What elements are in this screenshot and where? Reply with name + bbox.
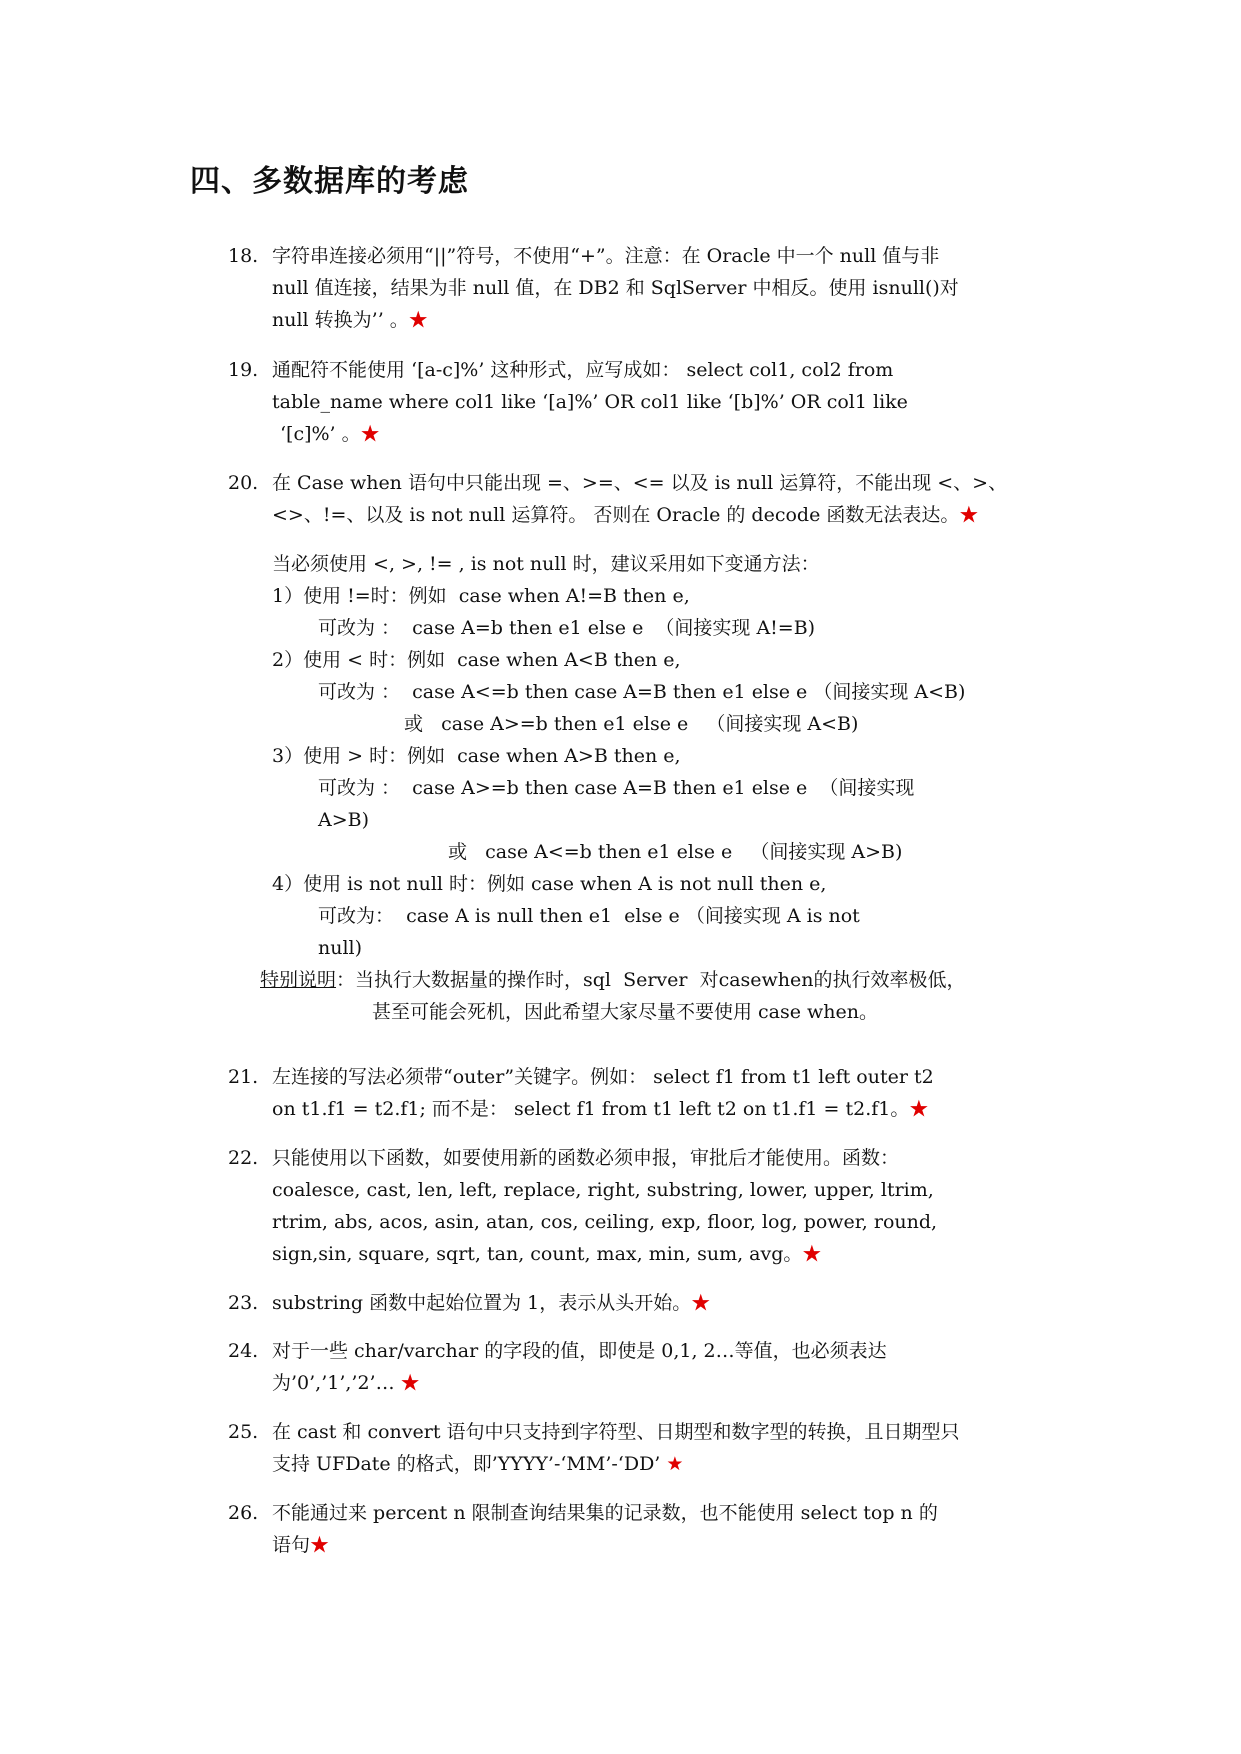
item-text-line: table_name where col1 like ‘[a]%’ OR col1 like ‘[b]%’ OR col1 like <box>272 391 908 413</box>
item-text-line: on t1.f1 = t2.f1; 而不是： select f1 from t1 left t2 on t1.f1 = t2.f1。★ <box>272 1098 929 1120</box>
item-number: 23. <box>228 1292 259 1314</box>
item-text-line: 为’0’,’1’,’2’… ★ <box>272 1372 420 1394</box>
item-text-line: null 转换为’’ 。★ <box>272 309 428 331</box>
star-icon: ★ <box>802 1243 822 1265</box>
item-number: 26. <box>228 1502 259 1524</box>
item-text-line: 只能使用以下函数，如要使用新的函数必须申报，审批后才能使用。函数： <box>272 1147 900 1169</box>
case-line: 1）使用 !=时：例如 case when A!=B then e, <box>272 585 690 607</box>
case-intro: 当必须使用 <, >, != , is not null 时，建议采用如下变通方法： <box>272 553 820 575</box>
item-text-line: null 值连接，结果为非 null 值，在 DB2 和 SqlServer 中相反。使用 isnull()对 <box>272 277 959 299</box>
item-text-line: <>、!=、以及 is not null 运算符。 否则在 Oracle 的 decode 函数无法表达。★ <box>272 504 979 526</box>
star-icon: ★ <box>360 423 380 445</box>
case-line: 或 case A>=b then e1 else e （间接实现 A<B) <box>404 713 859 735</box>
case-line: 2）使用 < 时：例如 case when A<B then e, <box>272 649 681 671</box>
item-number: 21. <box>228 1066 259 1088</box>
item-number: 19. <box>228 359 259 381</box>
star-icon: ★ <box>959 504 979 526</box>
case-line: 可改为 ： case A=b then e1 else e （间接实现 A!=B) <box>318 617 816 639</box>
star-icon: ★ <box>400 1372 420 1394</box>
item-text-line: coalesce, cast, len, left, replace, right, substring, lower, upper, ltrim, <box>272 1179 934 1201</box>
case-line: 4）使用 is not null 时：例如 case when A is not null then e, <box>272 873 827 895</box>
star-icon: ★ <box>408 309 428 331</box>
item-number: 20. <box>228 472 259 494</box>
item-text-line: 不能通过来 percent n 限制查询结果集的记录数，也不能使用 select top n 的 <box>272 1502 938 1524</box>
item-text-line: ‘[c]%’ 。★ <box>280 423 380 445</box>
star-icon: ★ <box>310 1534 330 1556</box>
item-text-line: 通配符不能使用 ‘[a-c]%’ 这种形式，应写成如： select col1, col2 from <box>272 359 894 381</box>
item-text-line: 字符串连接必须用“||”符号，不使用“+”。注意：在 Oracle 中一个 null 值与非 <box>272 245 940 267</box>
case-line: 可改为 ： case A<=b then case A=B then e1 else e （间接实现 A<B) <box>318 681 966 703</box>
special-note-label: 特别说明 <box>260 969 337 991</box>
case-line: 可改为 ： case A>=b then case A=B then e1 else e （间接实现 <box>318 777 915 799</box>
case-line: 3）使用 > 时：例如 case when A>B then e, <box>272 745 681 767</box>
case-line: 或 case A<=b then e1 else e （间接实现 A>B) <box>448 841 903 863</box>
section-heading: 四、多数据库的考虑 <box>190 164 469 199</box>
item-text-line: 对于一些 char/varchar 的字段的值，即使是 0,1, 2…等值，也必须表达 <box>272 1340 887 1362</box>
star-icon: ★ <box>691 1292 711 1314</box>
star-icon: ★ <box>666 1453 684 1475</box>
special-note-line: 甚至可能会死机，因此希望大家尽量不要使用 case when。 <box>372 1001 879 1023</box>
special-note: 特别说明：当执行大数据量的操作时，sql Server 对casewhen的执行效率极低， <box>260 969 966 991</box>
item-text-line: sign,sin, square, sqrt, tan, count, max, min, sum, avg。★ <box>272 1243 822 1265</box>
item-text-line: 在 cast 和 convert 语句中只支持到字符型、日期型和数字型的转换，且日期型只 <box>272 1421 960 1443</box>
item-number: 18. <box>228 245 259 267</box>
item-text-line: 语句★ <box>272 1534 330 1556</box>
case-line: null) <box>318 937 363 959</box>
case-line: 可改为： case A is null then e1 else e （间接实现 A is not <box>318 905 860 927</box>
item-number: 22. <box>228 1147 259 1169</box>
item-number: 25. <box>228 1421 259 1443</box>
item-text-line: 在 Case when 语句中只能出现 =、>=、<= 以及 is null 运算符，不能出现 <、>、 <box>272 472 1008 494</box>
item-text-line: rtrim, abs, acos, asin, atan, cos, ceiling, exp, floor, log, power, round, <box>272 1211 938 1233</box>
item-text-line: substring 函数中起始位置为 1，表示从头开始。★ <box>272 1292 711 1314</box>
item-text-line: 左连接的写法必须带“outer”关键字。例如： select f1 from t1 left outer t2 <box>272 1066 934 1088</box>
star-icon: ★ <box>909 1098 929 1120</box>
case-line: A>B) <box>318 809 370 831</box>
item-text-line: 支持 UFDate 的格式，即’YYYY’-‘MM’-‘DD’ ★ <box>272 1453 684 1475</box>
item-number: 24. <box>228 1340 259 1362</box>
